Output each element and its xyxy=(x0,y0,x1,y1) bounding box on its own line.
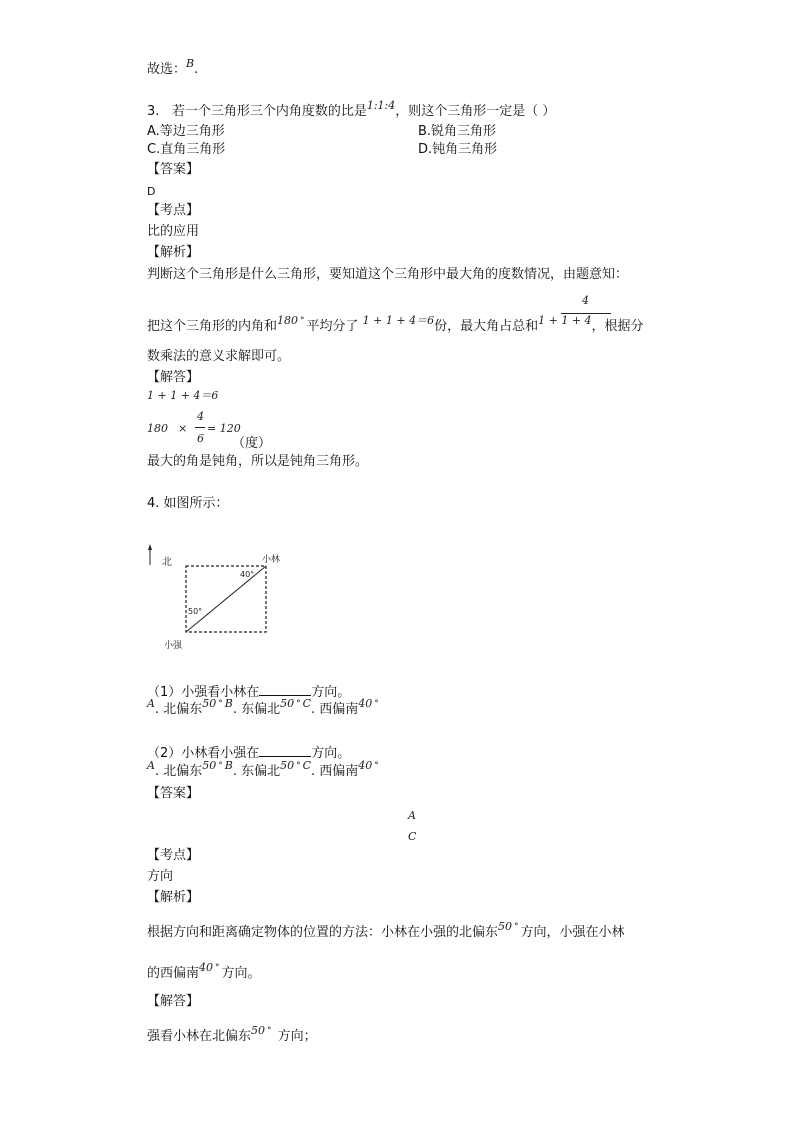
q4-sub1-blank xyxy=(259,683,311,696)
q3-solution-heading: 【解答】 xyxy=(147,370,200,385)
angle-40-label: 40° xyxy=(240,570,255,579)
q4-analysis-line1: 根据方向和距离确定物体的位置的方法：小林在小强的北偏东$^{50}$ ° 方向，小强在小林 xyxy=(147,920,625,940)
q3-sol-times: × xyxy=(178,422,188,435)
q3-ratio: 1:1:4 xyxy=(366,99,396,112)
q4-analysis-heading: 【解析】 xyxy=(147,890,200,905)
q4-sub2-blank xyxy=(259,744,311,757)
q3-sol-conclusion: 最大的角是钝角，所以是钝角三角形。 xyxy=(147,454,369,469)
q4-answer-2: C xyxy=(408,830,417,843)
q4-answer-1: A xyxy=(408,809,416,822)
q3-analysis-line1: 判断这个三角形是什么三角形，要知道这个三角形中最大角的度数情况，由题意知： xyxy=(147,267,629,282)
q3-answer-heading: 【答案】 xyxy=(147,162,200,177)
q3-frac-denominator: 1 + 1 + 4 xyxy=(538,314,592,327)
q3-point: 比的应用 xyxy=(147,224,200,239)
q3-sol-denominator: 6 xyxy=(197,432,204,445)
prev-answer-line: 故选：$^B$. xyxy=(147,57,199,77)
q3-point-heading: 【考点】 xyxy=(147,203,200,218)
q3-sol-180: 180 xyxy=(147,422,168,435)
q3-sol-numerator: 4 xyxy=(197,410,204,423)
q4-sub2-options: $^A$. 北偏东$^{50}$ ° $^B$. 东偏北$^{50}$ ° $^C$. 西偏南$^{40}$ ° xyxy=(147,759,379,779)
q3-answer: D xyxy=(147,185,156,198)
q4-solution-line: 强看小林在北偏东$^{50}$ ° 方向； xyxy=(147,1024,317,1044)
q3-frac-numerator: 4 xyxy=(582,294,589,307)
q4-solution-heading: 【解答】 xyxy=(147,994,200,1009)
q3-stem: 3. 若一个三角形三个内角度数的比是$^{1:1:4}$，则这个三角形一定是（ ） xyxy=(147,99,556,119)
q3-sol-result: = 120 xyxy=(207,422,241,435)
q3-analysis-line2: 把这个三角形的内角和$^{180}$ ° 平均分了 $^{1 + 1 + 4=6}$份，最大角占总和$^{1 + 1 + 4}$，根据分 xyxy=(147,314,644,334)
q3-option-a: A.等边三角形 xyxy=(147,124,225,139)
angle-50-label: 50° xyxy=(188,607,203,616)
lin-label: 小林 xyxy=(262,555,281,565)
q4-answer-heading: 【答案】 xyxy=(147,786,200,801)
qiang-label: 小强 xyxy=(164,641,183,651)
q4-stem: 4. 如图所示： xyxy=(147,496,229,511)
q4-point-heading: 【考点】 xyxy=(147,848,200,863)
q3-analysis-heading: 【解析】 xyxy=(147,245,200,260)
q3-sol-line1: 1 + 1 + 4＝6 xyxy=(147,389,219,402)
q4-sub1-options: $^A$. 北偏东$^{50}$ ° $^B$. 东偏北$^{50}$ ° $^C$. 西偏南$^{40}$ ° xyxy=(147,697,379,717)
q4-point: 方向 xyxy=(147,869,174,884)
north-label: 北 xyxy=(162,557,172,568)
direction-figure xyxy=(140,540,290,655)
q4-sub2: （2）小林看小强在 方向。 xyxy=(147,746,351,761)
prev-choice: B xyxy=(186,57,195,70)
q3-option-d: D.钝角三角形 xyxy=(418,142,498,157)
q3-sol-frac-bar xyxy=(195,427,205,428)
q3-option-b: B.锐角三角形 xyxy=(418,124,497,139)
q3-option-c: C.直角三角形 xyxy=(147,142,226,157)
q3-analysis-line3: 数乘法的意义求解即可。 xyxy=(147,349,291,364)
north-arrow xyxy=(148,544,152,565)
q4-sub1: （1）小强看小林在 方向。 xyxy=(147,685,351,700)
q4-analysis-line2: 的西偏南$^{40}$ ° 方向。 xyxy=(147,961,261,981)
q3-sol-unit: （度） xyxy=(232,436,272,451)
